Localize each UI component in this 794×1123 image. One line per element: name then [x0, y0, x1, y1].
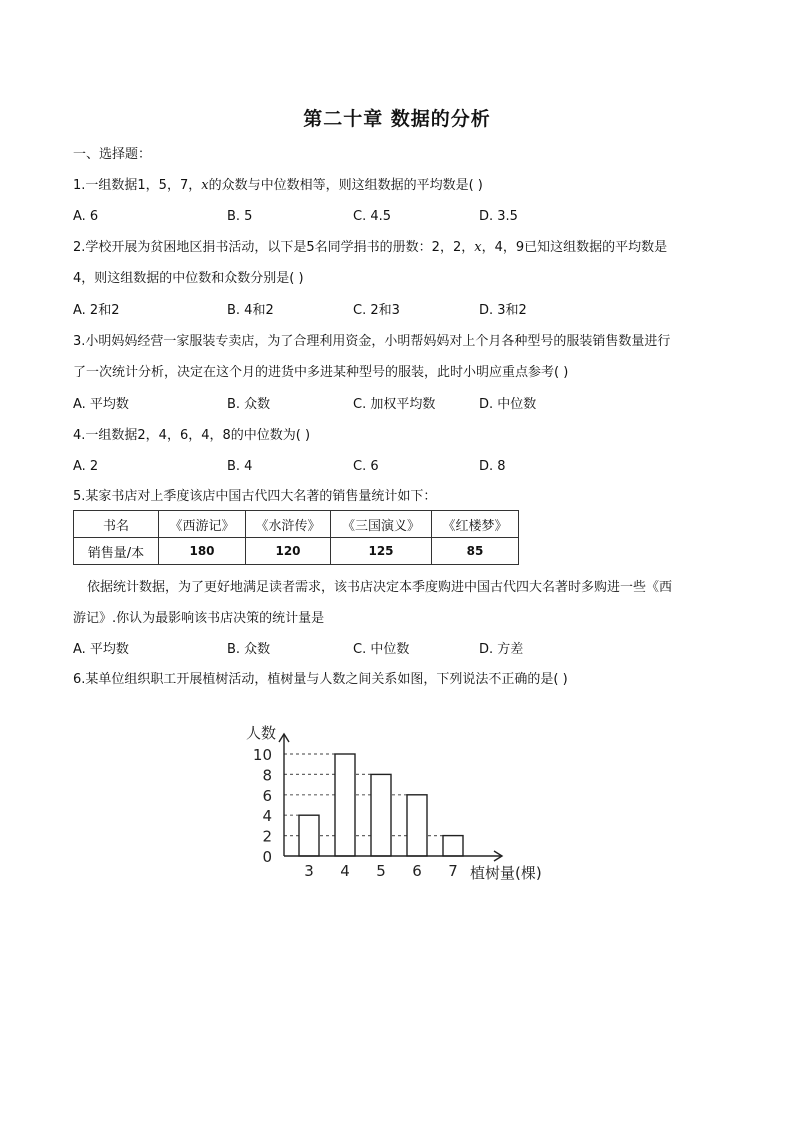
bar-5 [371, 774, 391, 856]
bar-7 [443, 836, 463, 856]
q1-option-b[interactable]: B. 5 [227, 209, 253, 224]
question-2-stem-line1 [73, 239, 667, 257]
section-heading: 一、选择题： [73, 147, 152, 162]
table-row-label: 销售量/本 [74, 538, 159, 565]
q4-option-a[interactable]: A. 2 [73, 459, 99, 474]
q2-option-b[interactable]: B. 4和2 [227, 303, 274, 318]
x-axis-label: 植树量(棵) [470, 864, 542, 882]
table-cell: 180 [159, 538, 246, 565]
chart-bars [299, 754, 463, 856]
y-tick-label: 8 [262, 766, 272, 785]
q3-option-d[interactable]: D. 中位数 [479, 397, 537, 412]
x-tick-label: 4 [340, 862, 350, 880]
bar-4 [335, 754, 355, 856]
question-3-stem-line1: 3.小明妈妈经营一家服装专卖店，为了合理利用资金，小明帮妈妈对上个月各种型号的服装销售数量进行 [73, 334, 671, 349]
y-tick-label: 0 [262, 848, 272, 866]
sales-table [73, 510, 519, 565]
question-5-text-line1: 依据统计数据，为了更好地满足读者需求，该书店决定本季度购进中国古代四大名著时多购进一些《西 [87, 580, 673, 595]
question-3-stem-line2: 了一次统计分析，决定在这个月的进货中多进某种型号的服装，此时小明应重点参考( ) [73, 365, 569, 380]
table-cell: 85 [432, 538, 519, 565]
q1-option-d[interactable]: D. 3.5 [479, 209, 518, 224]
question-5-stem: 5.某家书店对上季度该店中国古代四大名著的销售量统计如下： [73, 489, 437, 504]
table-header-cell: 《红楼梦》 [432, 511, 519, 538]
y-tick-label: 2 [262, 827, 272, 846]
q2-variable: x [474, 240, 482, 255]
q1-option-a[interactable]: A. 6 [73, 209, 99, 224]
q2-option-c[interactable]: C. 2和3 [353, 303, 400, 318]
x-tick-label: 7 [448, 862, 458, 880]
bar-3 [299, 815, 319, 856]
question-5-text-line2: 游记》.你认为最影响该书店决策的统计量是 [73, 611, 325, 626]
bar-6 [407, 795, 427, 856]
table-header-cell: 《水浒传》 [246, 511, 331, 538]
table-header-cell: 书名 [74, 511, 159, 538]
y-tick-label: 10 [252, 746, 272, 764]
y-tick-label: 4 [262, 807, 272, 826]
table-row [74, 538, 519, 565]
q2-stem-part-b: ，4，9已知这组数据的平均数是 [481, 240, 668, 255]
table-cell: 125 [331, 538, 432, 565]
q4-option-b[interactable]: B. 4 [227, 459, 253, 474]
page-title: 第二十章 数据的分析 [303, 108, 491, 130]
q3-option-c[interactable]: C. 加权平均数 [353, 397, 436, 412]
q1-option-c[interactable]: C. 4.5 [353, 209, 392, 224]
question-6-stem: 6.某单位组织职工开展植树活动，植树量与人数之间关系如图，下列说法不正确的是( ) [73, 672, 568, 687]
q3-option-b[interactable]: B. 众数 [227, 397, 271, 412]
q1-variable: x [201, 178, 209, 193]
q4-option-c[interactable]: C. 6 [353, 459, 379, 474]
table-header-cell: 《三国演义》 [331, 511, 432, 538]
q2-option-d[interactable]: D. 3和2 [479, 303, 527, 318]
q5-option-c[interactable]: C. 中位数 [353, 642, 410, 657]
x-tick-label: 6 [412, 862, 422, 880]
table-header-row [74, 511, 519, 538]
q1-stem-part-a: 1.一组数据1，5，7， [73, 178, 202, 193]
table-cell: 120 [246, 538, 331, 565]
q4-option-d[interactable]: D. 8 [479, 459, 506, 474]
y-tick-label: 6 [262, 786, 272, 805]
q1-stem-part-b: 的众数与中位数相等，则这组数据的平均数是( ) [208, 178, 483, 193]
x-tick-label: 3 [304, 862, 314, 880]
y-axis-label: 人数 [246, 724, 277, 742]
tree-planting-bar-chart [236, 714, 556, 894]
table-header-cell: 《西游记》 [159, 511, 246, 538]
x-tick-label: 5 [376, 862, 386, 880]
q3-option-a[interactable]: A. 平均数 [73, 397, 129, 412]
question-4-stem: 4.一组数据2，4，6，4，8的中位数为( ) [73, 428, 311, 443]
q5-option-d[interactable]: D. 方差 [479, 642, 524, 657]
q5-option-a[interactable]: A. 平均数 [73, 642, 129, 657]
q2-stem-part-a: 2.学校开展为贫困地区捐书活动，以下是5名同学捐书的册数：2，2， [73, 240, 475, 255]
question-2-stem-line2: 4，则这组数据的中位数和众数分别是( ) [73, 271, 304, 286]
question-1-stem [73, 177, 483, 195]
q2-option-a[interactable]: A. 2和2 [73, 303, 120, 318]
q5-option-b[interactable]: B. 众数 [227, 642, 271, 657]
